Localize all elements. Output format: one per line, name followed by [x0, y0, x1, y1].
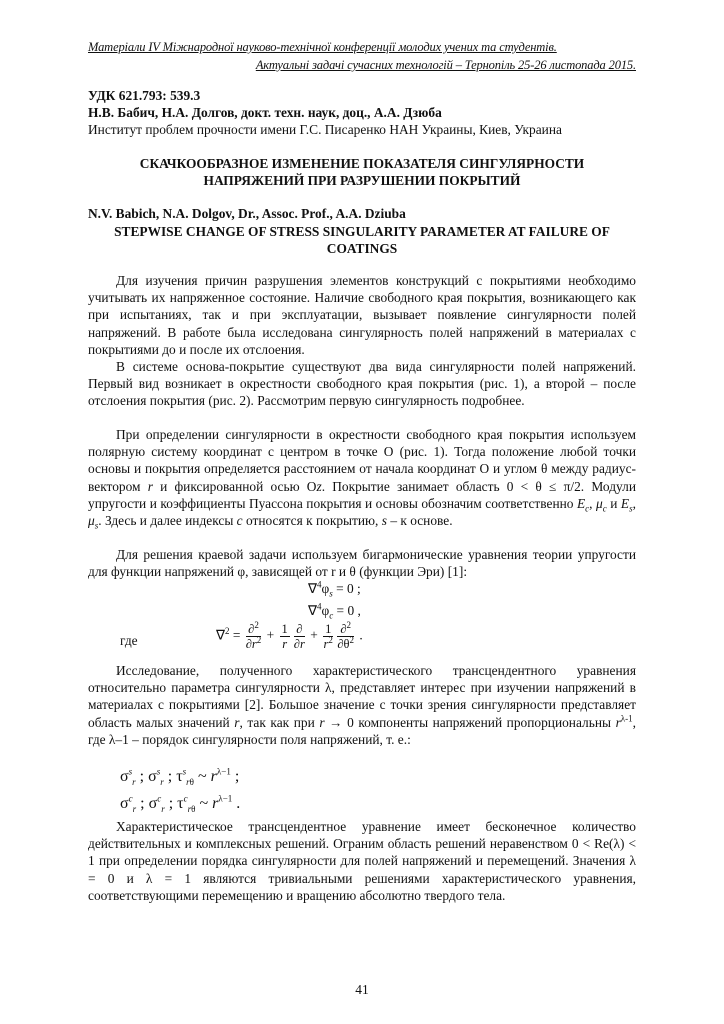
paragraph-2: В системе основа-покрытие существуют два вида сингулярности полей напряжений. Первый вид возникает в окрестности свободного края покрытия (рис. 1), а второй – после отслоения покрытия (рис. 2). Рассмотрим первую сингулярность подробнее.: [88, 359, 636, 409]
where-label: где: [120, 633, 138, 648]
equation-singularity-s: $\sigma^s_r$ ; $\sigma^s_r$ ; $\tau^s_{r\theta}$ ~ $r^{\lambda-1}$ ;: [120, 766, 240, 788]
equation-biharmonic-c: $\nabla^4\varphi_c = 0$ ,: [308, 601, 361, 621]
paragraph-6: Характеристическое трансцендентное уравнение имеет бесконечное количество действительных и комплексных решений. Ограним область решений неравенством 0 < Re(λ) < 1 при определении порядка сингулярности для полей напряжений и перемещений. Значения λ = 0 и λ = 1 являются тривиальными решениями характеристического уравнения, соответствующими перемещению и вращению абсолютно твердого тела.: [88, 819, 636, 903]
affiliation: Институт проблем прочности имени Г.С. Писаренко НАН Украины, Киев, Украина: [88, 122, 562, 137]
equation-laplacian: ∇$^2$ = $\frac{\partial^2}{\partial r^2}$ + $\frac{1}{r}$ $\frac{\partial}{\partial r}$ + $\frac{1}{r^2}$ $\frac{\partial^2}{\partial\theta^2}$ .: [216, 619, 363, 651]
udk-code: УДК 621.793: 539.3: [88, 88, 201, 103]
paragraph-4: Для решения краевой задачи используем бигармонические уравнения теории упругости для функции напряжений φ, зависящей от r и θ (функции Эри) [1]:: [88, 547, 636, 580]
title-en-line-2: COATINGS: [326, 241, 398, 256]
title-en: [88, 223, 636, 257]
title-en-line-1: STEPWISE CHANGE OF STRESS SINGULARITY PARAMETER AT FAILURE OF: [114, 224, 610, 239]
equation-biharmonic-s: $\nabla^4\varphi_s = 0$ ;: [308, 579, 361, 599]
paragraph-3: При определении сингулярности в окрестности свободного края покрытия используем полярную систему координат с центром в точке О (рис. 1). Тогда положение любой точки основы и покрытия определяется расстоянием от начала координат О и углом θ между радиус-вектором r и фиксированной осью Оz. Покрытие занимает область 0 < θ ≤ π/2. Модули упругости и коэффициенты Пуассона покрытия и основы обозначим соответственно $E_c$, $\mu_c$ и $E_s$, $\mu_s$. Здесь и далее индексы c относятся к покрытию, s – к основе.: [88, 427, 636, 531]
authors-ru: Н.В. Бабич, Н.А. Долгов, докт. техн. наук, доц., А.А. Дзюба: [88, 105, 442, 120]
equation-singularity-c: $\sigma^c_r$ ; $\sigma^c_r$ ; $\tau^c_{r\theta}$ ~ $r^{\lambda-1}$ .: [120, 793, 241, 815]
page-number: 41: [355, 982, 369, 997]
authors-en: N.V. Babich, N.A. Dolgov, Dr., Assoc. Prof., A.A. Dziuba: [88, 206, 406, 221]
conference-header-line-2: Актуальні задачі сучасних технологій – Тернопіль 25-26 листопада 2015.: [255, 58, 636, 72]
title-ru-line-2: НАПРЯЖЕНИЙ ПРИ РАЗРУШЕНИИ ПОКРЫТИЙ: [203, 173, 521, 188]
paragraph-1: Для изучения причин разрушения элементов конструкций с покрытиями необходимо учитывать их напряженное состояние. Наличие свободного края покрытия, возникающего как при испытаниях, так и при эксплуатации, вызывает появление сингулярности полей напряжений. В работе была исследована сингулярность полей напряжений в материалах с покрытиями до и после их отслоения.: [88, 273, 636, 357]
paragraph-5: Исследование, полученного характеристического трансцендентного уравнения относительно параметра сингулярности λ, представляет интерес при изучении напряжений в материалах с покрытиями [2]. Большое значение с точки зрения сингулярности представляет область малых значений r, так как при r → 0 компоненты напряжений пропорциональны $r^{\lambda-1}$, где λ–1 – порядок сингулярности поля напряжений, т. е.:: [88, 663, 637, 747]
title-ru-line-1: СКАЧКООБРАЗНОЕ ИЗМЕНЕНИЕ ПОКАЗАТЕЛЯ СИНГУЛЯРНОСТИ: [139, 156, 585, 171]
conference-header-line-1: Матеріали IV Міжнародної науково-технічної конференції молодих учених та студентів.: [88, 40, 557, 54]
title-ru: [88, 155, 636, 189]
